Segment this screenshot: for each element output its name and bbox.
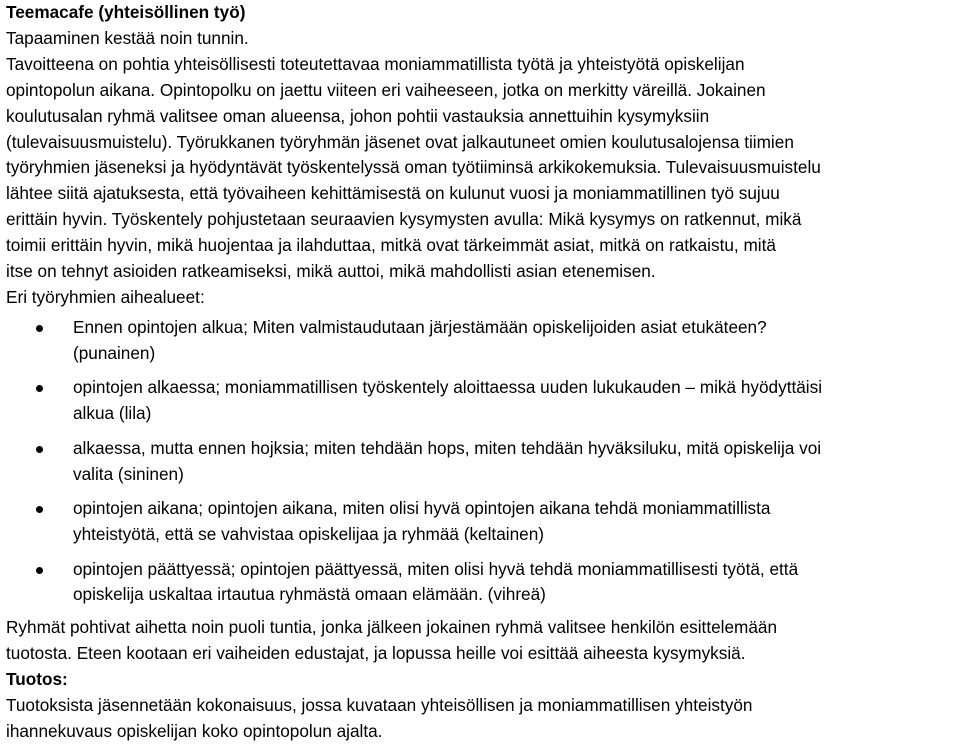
list-item-line: (punainen) [73, 342, 156, 363]
list-item-line: alkua (lila) [73, 403, 152, 424]
bullet-icon [36, 506, 43, 513]
list-item-line: opintojen alkaessa; moniammatillisen työskentely aloittaessa uuden lukukauden – mikä hyödyttäisi [73, 377, 823, 398]
topic-list [6, 315, 954, 608]
list-item [6, 557, 954, 609]
intro-line: erittäin hyvin. Työskentely pohjustetaan seuraavien kysymysten avulla: Mikä kysymys on ratkennut, mikä [6, 209, 802, 230]
list-item-line: alkaessa, mutta ennen hojksia; miten tehdään hops, miten tehdään hyväksiluku, mitä opiskelija voi [73, 437, 822, 458]
intro-line: Tapaaminen kestää noin tunnin. [6, 27, 249, 48]
intro-line: (tulevaisuusmuistelu). Työrukkanen työryhmän jäsenet ovat jalkautuneet omien koulutusalojensa tiimien [6, 131, 794, 152]
intro-line: koulutusalan ryhmä valitsee oman alueensa, johon pohtii vastauksia annettuihin kysymyksiin [6, 105, 710, 126]
list-item [6, 315, 954, 367]
list-item-line: valita (sininen) [73, 463, 184, 484]
list-item [6, 496, 954, 548]
bullet-icon [36, 325, 43, 332]
tuotos-paragraph [6, 693, 954, 744]
document-heading: Teemacafe (yhteisöllinen työ) [6, 2, 246, 22]
topic-areas-label: Eri työryhmien aihealueet: [6, 286, 205, 307]
tuotos-line: ihannekuvaus opiskelijan koko opintopolun ajalta. [6, 720, 383, 741]
list-item-line: opiskelija uskaltaa irtautua ryhmästä omaan elämään. (vihreä) [73, 584, 546, 605]
tuotos-heading: Tuotos: [6, 668, 68, 689]
closing-line: tuotosta. Eteen kootaan eri vaiheiden edustajat, ja lopussa heille voi esittää aiheesta kysymyksiä. [6, 642, 746, 663]
tuotos-line: Tuotoksista jäsennetään kokonaisuus, jossa kuvataan yhteisöllisen ja moniammatillisen yhteistyön [6, 694, 753, 715]
list-item-line: opintojen päättyessä; opintojen päättyessä, miten olisi hyvä tehdä moniammatillisesti työtä, että [73, 558, 799, 579]
closing-paragraph [6, 615, 954, 667]
bullet-icon [36, 385, 43, 392]
intro-line: toimii erittäin hyvin, mikä huojentaa ja ilahduttaa, mitkä ovat tärkeimmät asiat, mitkä on ratkaistu, mitä [6, 235, 776, 256]
closing-line: Ryhmät pohtivat aihetta noin puoli tuntia, jonka jälkeen jokainen ryhmä valitsee henkilön esittelemään [6, 616, 778, 637]
intro-line: työryhmien jäseneksi ja hyödyntävät työskentelyssä oman työtiiminsä arkikokemuksia. Tulevaisuusmuistelu [6, 157, 821, 178]
intro-line: itse on tehnyt asioiden ratkeamiseksi, mikä auttoi, mikä mahdollisti asian etenemisen. [6, 261, 656, 282]
intro-line: lähtee siitä ajatuksesta, että työvaiheen kehittämisestä on kulunut vuosi ja moniammatillinen työ sujuu [6, 183, 780, 204]
list-item-line: opintojen aikana; opintojen aikana, miten olisi hyvä opintojen aikana tehdä moniammatillista [73, 498, 771, 519]
list-item [6, 436, 954, 488]
list-item [6, 375, 954, 427]
intro-line: opintopolun aikana. Opintopolku on jaettu viiteen eri vaiheeseen, jotka on merkitty väreillä. Jokainen [6, 79, 766, 100]
intro-paragraph [6, 26, 954, 311]
bullet-icon [36, 567, 43, 574]
intro-line: Tavoitteena on pohtia yhteisöllisesti toteutettavaa moniammatillista työtä ja yhteistyötä opiskelijan [6, 53, 745, 74]
list-item-line: Ennen opintojen alkua; Miten valmistaudutaan järjestämään opiskelijoiden asiat etukäteen? [73, 316, 767, 337]
list-item-line: yhteistyötä, että se vahvistaa opiskelijaa ja ryhmää (keltainen) [73, 524, 544, 544]
bullet-icon [36, 446, 43, 453]
